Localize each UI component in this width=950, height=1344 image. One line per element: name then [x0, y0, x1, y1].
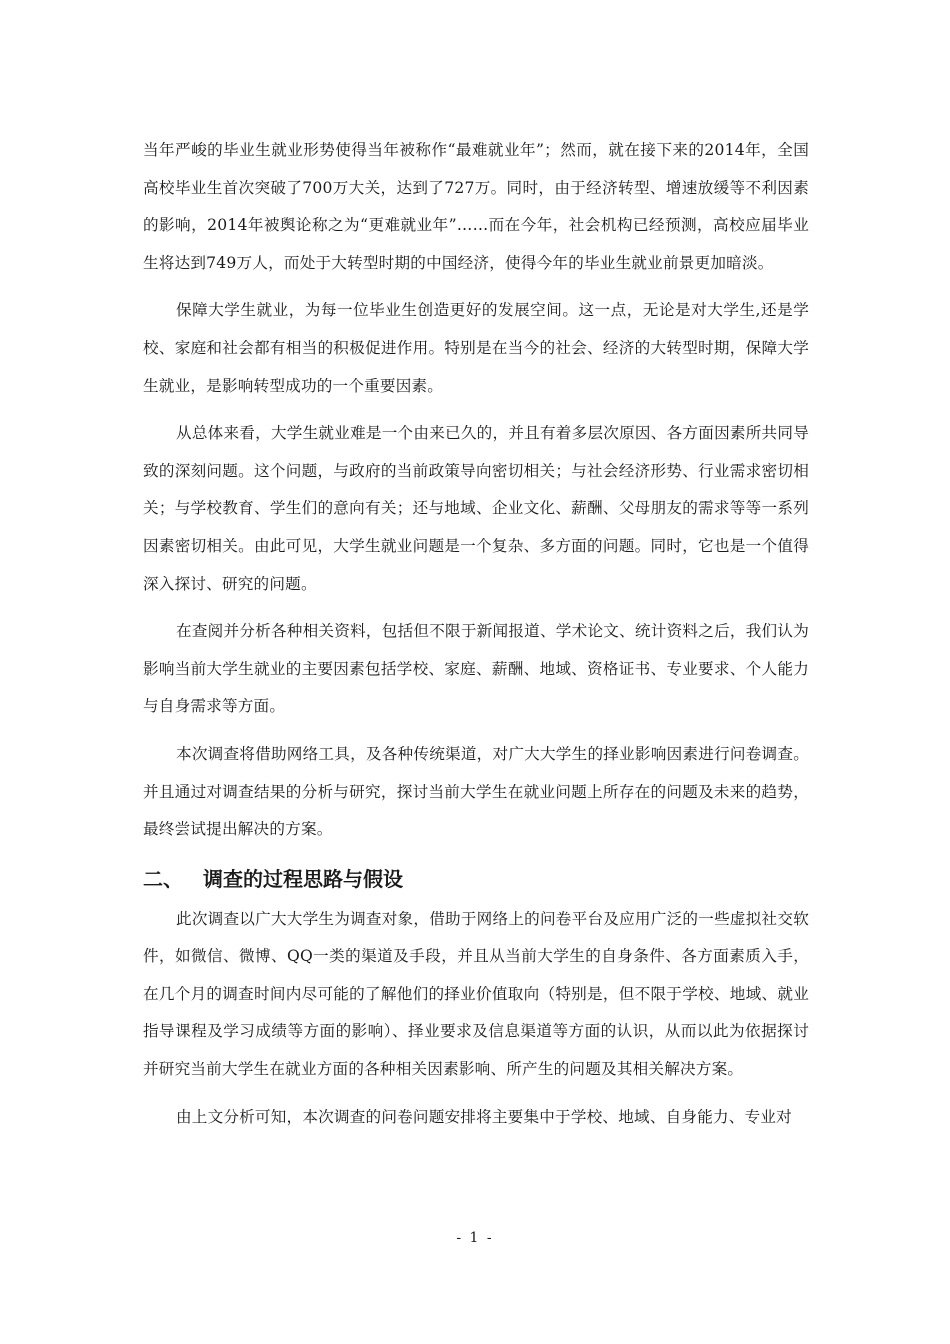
paragraph-guarantee-employment: 保障大学生就业，为每一位毕业生创造更好的发展空间。这一点，无论是对大学生,还是学校、家庭和社会都有相当的积极促进作用。特别是在当今的社会、经济的大转型时期，保障大学生就业，是影响转型成功的一个重要因素。	[143, 301, 809, 395]
document-body	[143, 132, 809, 1146]
section-title: 调查的过程思路与假设	[203, 866, 403, 891]
page-number: - 1 -	[456, 1230, 494, 1246]
paragraph-survey-process: 此次调查以广大大学生为调查对象，借助于网络上的问卷平台及应用广泛的一些虚拟社交软件，如微信、微博、QQ一类的渠道及手段，并且从当前大学生的自身条件、各方面素质入手，在几个月的调查时间内尽可能的了解他们的择业价值取向（特别是，但不限于学校、地域、就业指导课程及学习成绩等方面的影响）、择业要求及信息渠道等方面的认识，从而以此为依据探讨并研究当前大学生在就业方面的各种相关因素影响、所产生的问题及其相关解决方案。	[143, 909, 809, 1079]
section-number: 二、	[143, 866, 183, 891]
paragraph-overall-view: 从总体来看，大学生就业难是一个由来已久的，并且有着多层次原因、各方面因素所共同导致的深刻问题。这个问题，与政府的当前政策导向密切相关；与社会经济形势、行业需求密切相关；与学校教育、学生们的意向有关；还与地域、企业文化、薪酬、父母朋友的需求等等一系列因素密切相关。由此可见，大学生就业问题是一个复杂、多方面的问题。同时，它也是一个值得深入探讨、研究的问题。	[143, 424, 809, 593]
section-heading-2	[143, 859, 809, 899]
paragraph-survey-plan: 本次调查将借助网络工具，及各种传统渠道，对广大大学生的择业影响因素进行问卷调查。并且通过对调查结果的分析与研究，探讨当前大学生在就业问题上所存在的问题及未来的趋势，最终尝试提出解决的方案。	[143, 744, 809, 839]
paragraph-questionnaire-focus: 由上文分析可知，本次调查的问卷问题安排将主要集中于学校、地域、自身能力、专业对	[176, 1107, 792, 1126]
paragraph-employment-situation: 当年严峻的毕业生就业形势使得当年被称作“最难就业年”；然而，就在接下来的2014年，全国高校毕业生首次突破了700万大关，达到了727万。同时，由于经济转型、增速放缓等不利因素的影响，2014年被舆论称之为“更难就业年”……而在今年，社会机构已经预测，高校应届毕业生将达到749万人，而处于大转型时期的中国经济，使得今年的毕业生就业前景更加暗淡。	[143, 141, 809, 272]
paragraph-main-factors: 在查阅并分析各种相关资料，包括但不限于新闻报道、学术论文、统计资料之后，我们认为影响当前大学生就业的主要因素包括学校、家庭、薪酬、地域、资格证书、专业要求、个人能力与自身需求等方面。	[143, 622, 809, 716]
